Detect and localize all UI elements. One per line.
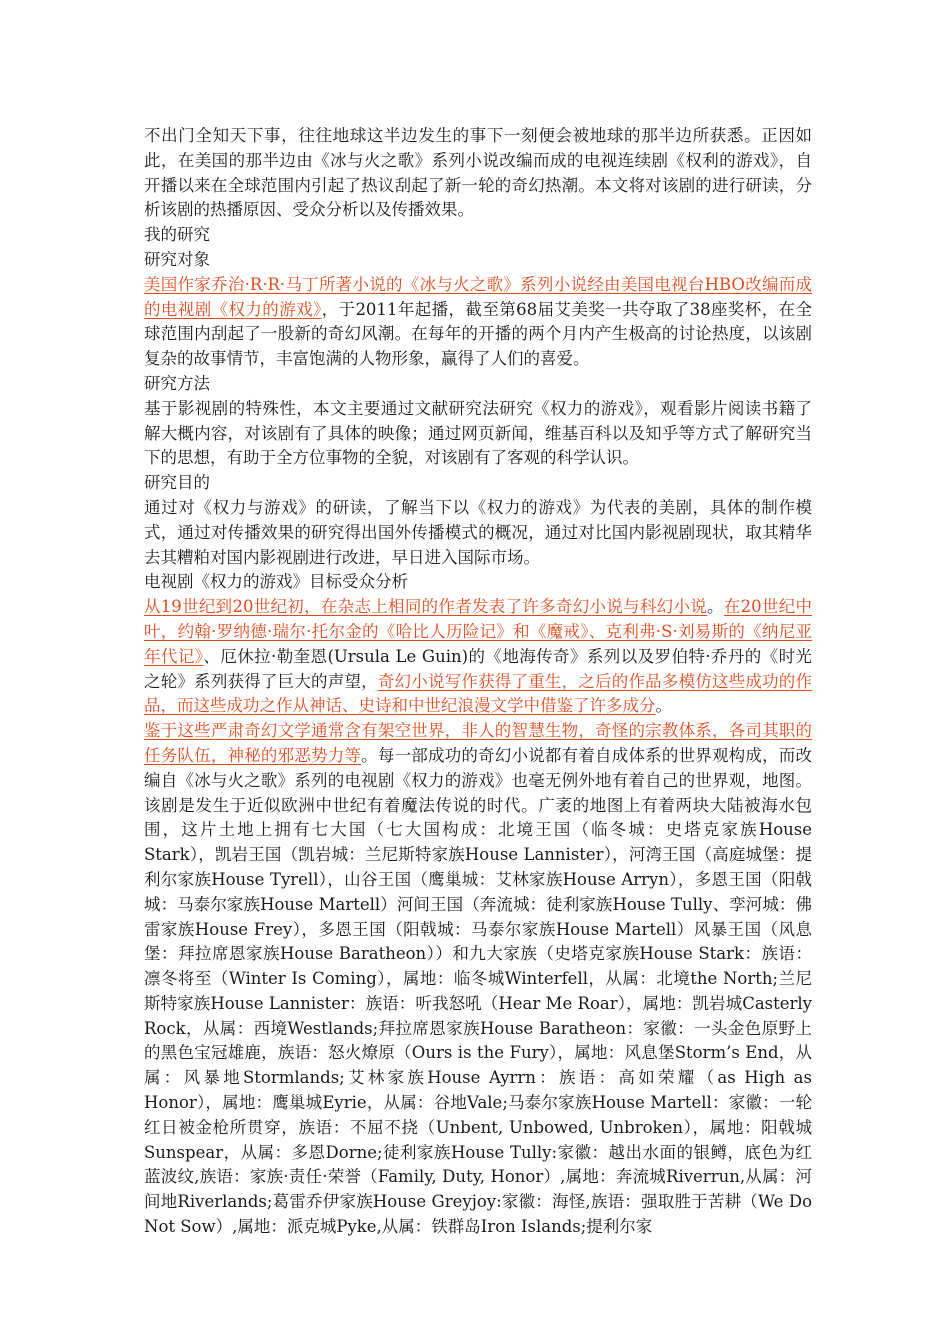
highlighted-text: 美国作家乔治·R·R·马丁所著小说的《冰与火之歌》系列小说经由美国电视台HBO改编而成的电视剧《权力的游戏》 [144,274,812,319]
document-body [144,124,812,1240]
highlighted-text: 鉴于这些严肃奇幻文学通常含有架空世界，非人的智慧生物，奇怪的宗教体系，各司其职的任务队伍，神秘的邪恶势力等 [144,721,812,765]
body-text: 不出门全知天下事，往往地球这半边发生的事下一刻便会被地球的那半边所获悉。正因如此，在美国的那半边由《冰与火之歌》系列小说改编而成的电视连续剧《权利的游戏》，自开播以来在全球范围内引起了热议刮起了新一轮的奇幻热潮。本文将对该剧的进行研读，分析该剧的热播原因、受众分析以及传播效果。 [144,126,812,220]
paragraph [144,397,812,471]
body-text: 、厄休拉·勒奎恩(Ursula Le Guin)的《地海传奇》系列以及罗伯特·乔丹的《时光之轮》系列获得了巨大的声望， [144,646,812,691]
section-heading: 研究方法 [144,373,210,393]
highlighted-text: 奇幻小说写作获得了重生，之后的作品多模仿这些成功的作品，而这些成功之作从神话、史诗和中世纪浪漫文学中借鉴了许多成分 [144,671,813,716]
section-heading: 电视剧《权力的游戏》目标受众分析 [144,572,408,592]
section-heading: 我的研究 [144,225,210,245]
section-heading: 研究目的 [144,473,210,493]
body-text: 。 [655,696,672,716]
section-heading: 研究对象 [144,249,210,269]
paragraph [144,124,812,223]
body-text: 通过对《权力与游戏》的研读，了解当下以《权力的游戏》为代表的美剧，具体的制作模式，通过对传播效果的研究得出国外传播模式的概况，通过对比国内影视剧现状，取其精华去其糟粕对国内影视剧进行改进，早日进入国际市场。 [144,497,812,567]
body-text: 基于影视剧的特殊性，本文主要通过文献研究法研究《权力的游戏》，观看影片阅读书籍了解大概内容，对该剧有了具体的映像；通过网页新闻，维基百科以及知乎等方式了解研究当下的思想，有助于全方位事物的全貌，对该剧有了客观的科学认识。 [144,398,812,468]
body-text: 。 [707,597,724,617]
highlighted-text: 在20世纪中叶，约翰·罗纳德·瑞尔·托尔金的《哈比人历险记》和《魔戒》、克利弗·S·刘易斯的《纳尼亚年代记》 [144,597,812,666]
body-text: 。每一部成功的奇幻小说都有着自成体系的世界观构成，而改编自《冰与火之歌》系列的电视剧《权力的游戏》也毫无例外地有着自己的世界观，地图。该剧是发生于近似欧洲中世纪有着魔法传说的时代。广袤的地图上有着两块大陆被海水包围，这片土地上拥有七大国（七大国构成：北境王国（临冬城：史塔克家族House Stark），凯岩王国（凯岩城：兰尼斯特家族House Lannister），河湾王国（高庭城堡：提利尔家族House Tyrell），山谷王国（鹰巢城：艾林家族House Arryn），多恩王国（阳戟城：马泰尔家族House Martell）河间王国（奔流城：徒利家族House Tully、孪河城：佛雷家族House Frey），多恩王国（阳戟城：马泰尔家族House Martell）风暴王国（风息堡：拜拉席恩家族House Baratheon））和九大家族（史塔克家族House Stark：族语：凛冬将至（Winter Is Coming），属地：临冬城Winterfell，从属：北境the North;兰尼斯特家族House Lannister：族语：听我怒吼（Hear Me Roar），属地：凯岩城Casterly Rock，从属：西境Westlands;拜拉席恩家族House Baratheon：家徽：一头金色原野上的黑色宝冠雄鹿，族语：怒火燎原（Ours is the Fury），属地：风息堡Storm’s End，从属：风暴地Stormlands;艾林家族House Ayrrn：族语：高如荣耀（as High as Honor），属地：鹰巢城Eyrie，从属：谷地Vale;马泰尔家族House Martell：家徽：一轮红日被金枪所贯穿，族语：不屈不挠（Unbent, Unbowed, Unbroken），属地：阳戟城Sunspear，从属：多恩Dorne;徒利家族House Tully:家徽：越出水面的银鳟，底色为红蓝波纹,族语：家族·责任·荣誉（Family, Duty, Honor）,属地：奔流城Riverrun,从属：河间地Riverlands;葛雷乔伊家族House Greyjoy:家徽：海怪,族语：强取胜于苦耕（We Do Not Sow）,属地：派克城Pyke,从属：铁群岛Iron Islands;提利尔家 [144,745,813,1237]
paragraph [144,496,812,570]
paragraph [144,719,812,1240]
paragraph [144,273,812,372]
paragraph [144,595,812,719]
body-text: ，于2011年起播，截至第68届艾美奖一共夺取了38座奖杯，在全球范围内刮起了一股新的奇幻风潮。在每年的开播的两个月内产生极高的讨论热度，以该剧复杂的故事情节，丰富饱满的人物形象，赢得了人们的喜爱。 [144,299,812,369]
highlighted-text: 从19世纪到20世纪初，在杂志上相同的作者发表了许多奇幻小说与科幻小说 [144,597,708,617]
